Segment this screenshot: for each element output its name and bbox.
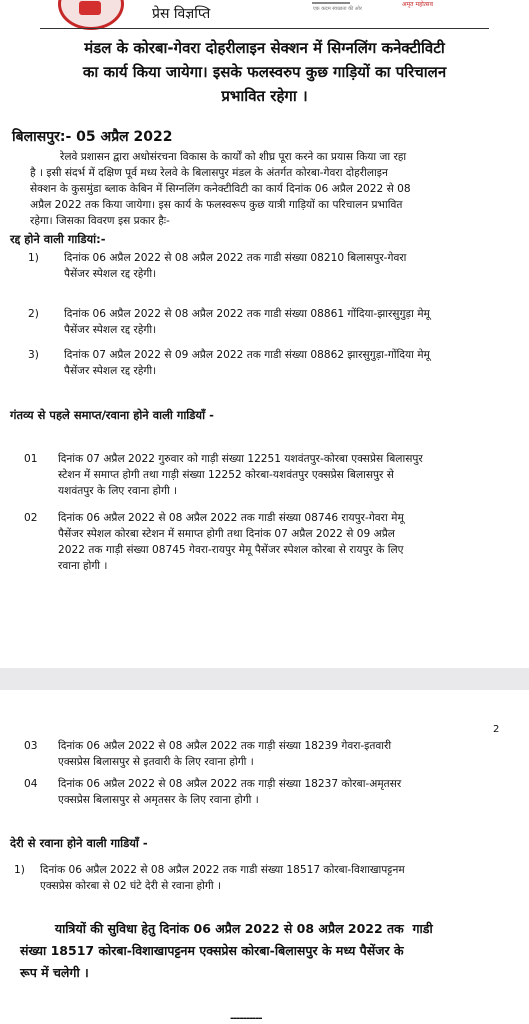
item-line: दिनांक 06 अप्रैल 2022 से 08 अप्रैल 2022 तक गाडी संख्या 08746 रायपुर-गेवरा मेमू [58, 512, 404, 524]
item-line: दिनांक 06 अप्रैल 2022 से 08 अप्रैल 2022 तक गाड़ी संख्या 18239 गेवरा-इतवारी [58, 740, 392, 752]
page-number: 2 [493, 724, 500, 735]
intro-paragraph [30, 149, 505, 229]
end-mark: ---------- [230, 1013, 262, 1024]
item-line: दिनांक 06 अप्रैल 2022 से 08 अप्रैल 2022 तक गाडी संख्या 18517 कोरबा-विशाखापट्टनम [40, 864, 405, 876]
intro-line: अप्रैल 2022 तक किया जायेगा। इस कार्य के फलस्वरूप कुछ यात्री गाड़ियों का परिचालन प्रभावित [30, 199, 403, 211]
item-line: रवाना होगी । [58, 560, 108, 572]
intro-line: है । इसी संदर्भ में दक्षिण पूर्व मध्य रेलवे के बिलासपुर मंडल के अंतर्गत कोरबा-गेवरा दोहरीलाइन [30, 167, 388, 179]
press-release-page-2 [0, 690, 529, 1024]
item-line: दिनांक 07 अप्रैल 2022 गुरुवार को गाड़ी संख्या 12251 यशवंतपुर-कोरबा एक्सप्रेस बिलासपुर [58, 453, 423, 465]
item-line: दिनांक 06 अप्रैल 2022 से 08 अप्रैल 2022 तक गाडी संख्या 08861 गोंदिया-झारसुगुड़ा मेमू [64, 308, 430, 320]
item-line: पैसेंजर स्पेशल रद्द रहेगी। [64, 268, 157, 280]
item-number: 04 [24, 778, 38, 790]
intro-line: सेक्शन के कुसमुंडा ब्लाक केबिन में सिग्नलिंग कनेक्टीविटी का कार्य दिनांक 06 अप्रैल 2022 से 08 [30, 183, 411, 195]
item-line: दिनांक 06 अप्रैल 2022 से 08 अप्रैल 2022 तक गाड़ी संख्या 18237 कोरबा-अमृतसर [58, 778, 402, 790]
item-line: पैसेंजर स्पेशल रद्द रहेगी। [64, 324, 157, 336]
item-line: पैसेंजर स्पेशल कोरबा स्टेशन में समाप्त होगी तथा दिनांक 07 अप्रैल 2022 से 09 अप्रैल [58, 528, 395, 540]
amrit-mahotsav-logo-text: अमृत महोत्सव [402, 1, 433, 8]
headline-line-1: मंडल के कोरबा-गेवरा दोहरीलाइन सेक्शन में सिग्नलिंग कनेक्टीविटी [84, 39, 445, 57]
item-line: एक्सप्रेस बिलासपुर से इतवारी के लिए रवाना होगी । [58, 756, 254, 768]
headline-line-2: का कार्य किया जायेगा। इसके फलस्वरुप कुछ गाड़ियों का परिचालन [82, 63, 447, 81]
item-number: 03 [24, 740, 38, 752]
item-line: स्टेशन में समाप्त होगी तथा गाड़ी संख्या 12252 कोरबा-यशवंतपुर एक्सप्रेस बिलासपुर से [58, 469, 394, 481]
intro-line: रेलवे प्रशासन द्वारा अधोसंरचना विकास के कार्यों को शीघ्र पूरा करने का प्रयास किया जा रहा [60, 151, 407, 163]
page-separator [0, 668, 529, 690]
item-number: 02 [24, 512, 38, 524]
item-number: 01 [24, 453, 38, 465]
closing-paragraph [20, 918, 510, 984]
item-line: पैसेंजर स्पेशल रद्द रहेगी। [64, 365, 157, 377]
dateline: बिलासपुर:- 05 अप्रैल 2022 [12, 129, 173, 145]
item-number: 2) [28, 308, 39, 320]
item-line: 2022 तक गाड़ी संख्या 08745 गेवरा-रायपुर मेमू पैसेंजर स्पेशल कोरबा से रायपुर के लिए [58, 544, 404, 556]
cancelled-heading: रद्द होने वाली गाडियां:- [10, 232, 106, 246]
item-number: 3) [28, 349, 39, 361]
closing-line: संख्या 18517 कोरबा-विशाखापट्टनम एक्सप्रेस कोरबा-बिलासपुर के मध्य पैसेंजर के [20, 943, 404, 958]
swachh-bharat-logo-text: एक कदम स्वच्छता की ओर [313, 6, 362, 12]
short-terminated-heading: गंतव्य से पहले समाप्त/रवाना होने वाली गाडियाँ - [10, 408, 214, 422]
item-line: एक्सप्रेस बिलासपुर से अमृतसर के लिए रवाना होगी । [58, 794, 259, 806]
letterhead [0, 0, 529, 30]
item-line: दिनांक 06 अप्रैल 2022 से 08 अप्रैल 2022 तक गाडी संख्या 08210 बिलासपुर-गेवरा [64, 252, 407, 264]
intro-line: रहेगा। जिसका विवरण इस प्रकार हैः- [30, 215, 170, 227]
header-divider [40, 28, 489, 29]
item-line: एक्सप्रेस कोरबा से 02 घंटे देरी से रवाना होगी । [40, 880, 222, 892]
press-release-title: प्रेस विज्ञप्ति [152, 6, 211, 22]
item-line: यशवंतपुर के लिए रवाना होगी । [58, 485, 178, 497]
item-number: 1) [28, 252, 39, 264]
item-line: दिनांक 07 अप्रैल 2022 से 09 अप्रैल 2022 तक गाडी संख्या 08862 झारसुगुड़ा-गोंदिया मेमू [64, 349, 430, 361]
headline-line-3: प्रभावित रहेगा । [221, 87, 308, 105]
closing-line: यात्रियों की सुविधा हेतु दिनांक 06 अप्रैल 2022 से 08 अप्रैल 2022 तक गाडी [20, 921, 433, 936]
item-number: 1) [14, 864, 25, 876]
railway-logo [58, 0, 124, 30]
delayed-heading: देरी से रवाना होने वाली गाडियाँ - [10, 836, 148, 850]
closing-line: रूप में चलेगी । [20, 965, 89, 980]
